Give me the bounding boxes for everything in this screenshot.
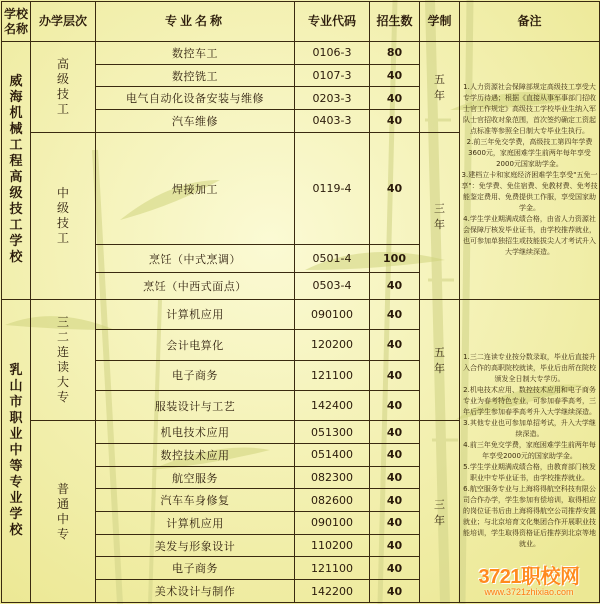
header-major: 专业名称 bbox=[96, 2, 295, 42]
enroll-count: 40 bbox=[370, 580, 420, 603]
enroll-count: 40 bbox=[370, 272, 420, 299]
table-row bbox=[2, 42, 600, 65]
major-name: 电气自动化设备安装与维修 bbox=[96, 87, 295, 110]
table-row bbox=[2, 299, 600, 329]
duration-three-year: 三 年 bbox=[420, 132, 460, 299]
major-code: 0106-3 bbox=[295, 42, 370, 65]
header-school: 学校名称 bbox=[2, 2, 31, 42]
major-name: 电子商务 bbox=[96, 360, 295, 390]
level-senior-tech: 高 级 技 工 bbox=[31, 42, 96, 133]
note-rushan: 1.三二连读专业按分数录取，毕业后直接升入合作的高职院校就读，毕业后由所在院校颁发全日制大专学历。 2.机电技术应用、数控技术应用和电子商务专业为春考特色专业，可参加春季高考，三年后学生参加春季高考升入大学继续深造。 3.其他专业也可参加单招考试，升入大学继续深造。 4.前三年免交学费，家庭困难学生前两年每年享受2000元的国家助学金。 5.学生学业期满成绩合格，由教育部门核发职业中专毕业证书，由学校推荐就业。 6.航空服务专业与上海将得航空科技有限公司合作办学，学生参加有偿培训，取得相应的岗位证书后由上海将得航空公司推荐安置就业；与北京培育文化集团合作开展职业技能培训，学生取得资格证后推荐到北京等地就业。 bbox=[460, 299, 600, 602]
major-name: 美发与形象设计 bbox=[96, 534, 295, 557]
major-code: 142400 bbox=[295, 390, 370, 420]
major-name: 数控技术应用 bbox=[96, 443, 295, 466]
level-general: 普 通 中 专 bbox=[31, 421, 96, 603]
major-code: 051400 bbox=[295, 443, 370, 466]
note-weihai: 1.人力资源社会保障部规定高级技工享受大专学历待遇；根据《直接从事军事部门招收士官工作规定》高级技工学校毕业生纳入军队士官招收对象范围，首次签约确定工资起点标准等参照全日制大专毕业生执行。 2.前三年免交学费，高级技工第四年学费3600元，家庭困难学生前两年每年享受2000元国家助学金。 3.建档立卡和家庭经济困难学生享受"五免一享"：免学费、免住宿费、免教材费、免考技能鉴定费用、免费提供工作服，享受国家助学金。 4.学生学业期满成绩合格，由省人力资源社会保障厅核发毕业证书，由学校推荐就业，也可参加单独招生或技能拔尖人才考试升入大学继续深造。 bbox=[460, 42, 600, 300]
level-mid-tech: 中 级 技 工 bbox=[31, 132, 96, 299]
enroll-count: 40 bbox=[370, 64, 420, 87]
major-name: 服装设计与工艺 bbox=[96, 390, 295, 420]
enroll-count: 40 bbox=[370, 489, 420, 512]
major-name: 美术设计与制作 bbox=[96, 580, 295, 603]
enroll-count: 40 bbox=[370, 87, 420, 110]
duration-five-year: 五 年 bbox=[420, 42, 460, 133]
enroll-count: 40 bbox=[370, 330, 420, 360]
school-name-rushan: 乳 山 市 职 业 中 等 专 业 学 校 bbox=[2, 299, 31, 602]
major-name: 计算机应用 bbox=[96, 299, 295, 329]
enroll-count: 40 bbox=[370, 443, 420, 466]
major-name: 汽车维修 bbox=[96, 110, 295, 133]
enroll-count: 40 bbox=[370, 534, 420, 557]
enroll-count: 40 bbox=[370, 110, 420, 133]
major-name: 航空服务 bbox=[96, 466, 295, 489]
major-code: 0107-3 bbox=[295, 64, 370, 87]
major-code: 090100 bbox=[295, 512, 370, 535]
major-name: 汽车车身修复 bbox=[96, 489, 295, 512]
major-code: 121100 bbox=[295, 360, 370, 390]
major-name: 焊接加工 bbox=[96, 132, 295, 245]
enroll-count: 40 bbox=[370, 132, 420, 245]
major-code: 082600 bbox=[295, 489, 370, 512]
major-name: 数控铣工 bbox=[96, 64, 295, 87]
major-code: 142200 bbox=[295, 580, 370, 603]
major-code: 0119-4 bbox=[295, 132, 370, 245]
major-name: 计算机应用 bbox=[96, 512, 295, 535]
header-row bbox=[2, 2, 600, 42]
major-code: 051300 bbox=[295, 421, 370, 444]
enroll-count: 100 bbox=[370, 245, 420, 272]
major-code: 0503-4 bbox=[295, 272, 370, 299]
major-name: 烹饪（中式烹调） bbox=[96, 245, 295, 272]
major-name: 电子商务 bbox=[96, 557, 295, 580]
enrollment-table bbox=[1, 1, 600, 603]
enroll-count: 40 bbox=[370, 421, 420, 444]
header-enroll: 招生数 bbox=[370, 2, 420, 42]
header-level: 办学层次 bbox=[31, 2, 96, 42]
enroll-count: 80 bbox=[370, 42, 420, 65]
enroll-count: 40 bbox=[370, 512, 420, 535]
duration-five-year: 五 年 bbox=[420, 299, 460, 421]
site-watermark bbox=[460, 560, 598, 602]
enroll-count: 40 bbox=[370, 360, 420, 390]
enroll-count: 40 bbox=[370, 390, 420, 420]
enroll-count: 40 bbox=[370, 557, 420, 580]
watermark-url: www.3721zhixiao.com bbox=[484, 587, 574, 597]
major-name: 数控车工 bbox=[96, 42, 295, 65]
duration-three-year: 三 年 bbox=[420, 421, 460, 603]
major-name: 烹饪（中西式面点） bbox=[96, 272, 295, 299]
enroll-count: 40 bbox=[370, 299, 420, 329]
major-code: 120200 bbox=[295, 330, 370, 360]
major-code: 0501-4 bbox=[295, 245, 370, 272]
header-duration: 学制 bbox=[420, 2, 460, 42]
school-name-weihai: 威 海 机 械 工 程 高 级 技 工 学 校 bbox=[2, 42, 31, 300]
major-name: 会计电算化 bbox=[96, 330, 295, 360]
major-code: 121100 bbox=[295, 557, 370, 580]
header-note: 备注 bbox=[460, 2, 600, 42]
major-name: 机电技术应用 bbox=[96, 421, 295, 444]
major-code: 0403-3 bbox=[295, 110, 370, 133]
watermark-logo: 3721职校网 bbox=[478, 566, 580, 588]
major-code: 110200 bbox=[295, 534, 370, 557]
enroll-count: 40 bbox=[370, 466, 420, 489]
major-code: 090100 bbox=[295, 299, 370, 329]
header-code: 专业代码 bbox=[295, 2, 370, 42]
major-code: 0203-3 bbox=[295, 87, 370, 110]
major-code: 082300 bbox=[295, 466, 370, 489]
level-three-two: 三 二 连 读 大 专 bbox=[31, 299, 96, 421]
